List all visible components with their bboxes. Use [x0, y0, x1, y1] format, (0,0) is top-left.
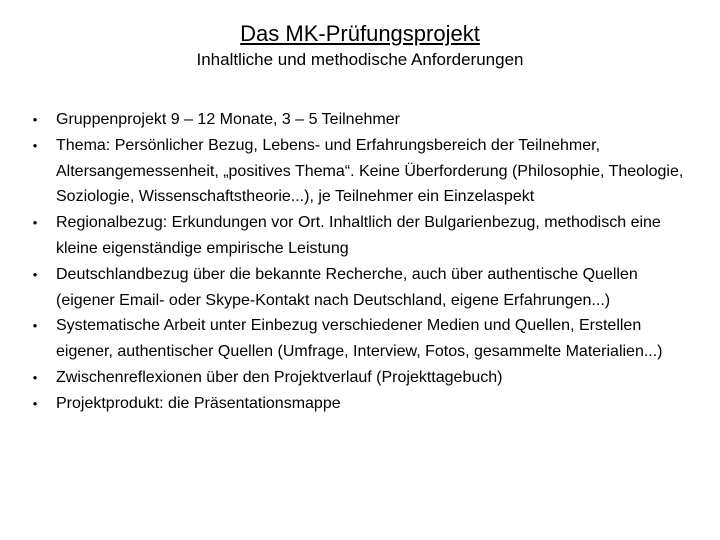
bullet-item-germany	[28, 262, 700, 314]
bullet-text: Gruppenprojekt 9 – 12 Monate, 3 – 5 Teilnehmer	[56, 111, 400, 128]
slide-subtitle: Inhaltliche und methodische Anforderungen	[196, 50, 524, 69]
bullet-item-reflection	[28, 365, 700, 391]
bullet-icon: •	[32, 112, 38, 127]
bullet-item-systematic	[28, 313, 700, 365]
bullet-list	[28, 107, 700, 417]
bullet-icon: •	[32, 266, 38, 282]
bullet-text: Systematische Arbeit unter Einbezug verschiedener Medien und Quellen, Erstellen eigener, authentischer Quellen (Umfrage, Interview, Fotos, gesammelte Materialien...)	[56, 317, 663, 361]
bullet-item-product	[28, 391, 700, 417]
bullet-icon: •	[32, 137, 38, 153]
bullet-item-group-project	[28, 107, 700, 133]
bullet-icon: •	[32, 395, 38, 411]
bullet-text: Projektprodukt: die Präsentationsmappe	[56, 394, 341, 412]
bullet-item-regional	[28, 210, 700, 262]
slide-title: Das MK-Prüfungsprojekt	[240, 21, 480, 46]
bullet-icon: •	[32, 369, 38, 385]
bullet-text: Regionalbezug: Erkundungen vor Ort. Inhaltlich der Bulgarienbezug, methodisch eine kleine eigenständige empirische Leistung	[56, 214, 661, 257]
bullet-item-topic	[28, 133, 700, 210]
bullet-icon: •	[32, 215, 38, 231]
bullet-text: Thema: Persönlicher Bezug, Lebens- und Erfahrungsbereich der Teilnehmer, Altersangemessenheit, „positives Thema“. Keine Überforderung (Philosophie, Theologie, Soziologie, Wissenschaftstheorie...), je Teilnehmer ein Einzelaspekt	[56, 136, 684, 206]
bullet-icon: •	[32, 318, 38, 334]
bullet-text: Deutschlandbezug über die bekannte Recherche, auch über authentische Quellen (eigener Email- oder Skype-Kontakt nach Deutschland, eigene Erfahrungen...)	[56, 265, 638, 309]
bullet-text: Zwischenreflexionen über den Projektverlauf (Projekttagebuch)	[56, 368, 503, 386]
